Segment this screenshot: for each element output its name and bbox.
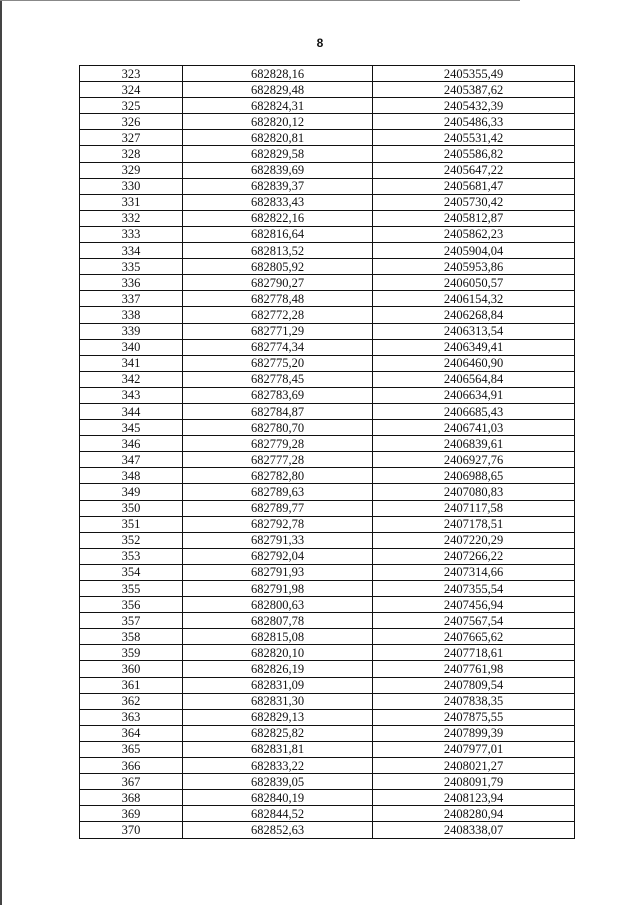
x-coordinate-cell: 682839,69 <box>183 162 373 178</box>
y-coordinate-cell: 2407080,83 <box>373 484 575 500</box>
table-row <box>80 420 575 436</box>
point-number-cell: 354 <box>80 564 183 580</box>
point-number-cell: 367 <box>80 774 183 790</box>
point-number-cell: 339 <box>80 323 183 339</box>
y-coordinate-cell: 2408123,94 <box>373 790 575 806</box>
x-coordinate-cell: 682771,29 <box>183 323 373 339</box>
x-coordinate-cell: 682813,52 <box>183 243 373 259</box>
y-coordinate-cell: 2408021,27 <box>373 758 575 774</box>
x-coordinate-cell: 682774,34 <box>183 339 373 355</box>
y-coordinate-cell: 2405730,42 <box>373 194 575 210</box>
y-coordinate-cell: 2405586,82 <box>373 146 575 162</box>
table-row <box>80 371 575 387</box>
point-number-cell: 351 <box>80 516 183 532</box>
x-coordinate-cell: 682824,31 <box>183 98 373 114</box>
point-number-cell: 340 <box>80 339 183 355</box>
y-coordinate-cell: 2406741,03 <box>373 420 575 436</box>
y-coordinate-cell: 2406927,76 <box>373 452 575 468</box>
table-row <box>80 82 575 98</box>
table-row <box>80 500 575 516</box>
point-number-cell: 323 <box>80 66 183 82</box>
coordinates-table-body <box>80 66 575 839</box>
table-row <box>80 822 575 838</box>
point-number-cell: 327 <box>80 130 183 146</box>
y-coordinate-cell: 2405432,39 <box>373 98 575 114</box>
y-coordinate-cell: 2406313,54 <box>373 323 575 339</box>
table-row <box>80 66 575 82</box>
table-row <box>80 629 575 645</box>
x-coordinate-cell: 682831,81 <box>183 741 373 757</box>
table-row <box>80 532 575 548</box>
y-coordinate-cell: 2405904,04 <box>373 243 575 259</box>
table-row <box>80 291 575 307</box>
point-number-cell: 331 <box>80 194 183 210</box>
point-number-cell: 365 <box>80 741 183 757</box>
x-coordinate-cell: 682815,08 <box>183 629 373 645</box>
x-coordinate-cell: 682820,81 <box>183 130 373 146</box>
y-coordinate-cell: 2405812,87 <box>373 210 575 226</box>
point-number-cell: 326 <box>80 114 183 130</box>
point-number-cell: 359 <box>80 645 183 661</box>
y-coordinate-cell: 2405486,33 <box>373 114 575 130</box>
point-number-cell: 341 <box>80 355 183 371</box>
point-number-cell: 338 <box>80 307 183 323</box>
y-coordinate-cell: 2405355,49 <box>373 66 575 82</box>
y-coordinate-cell: 2405862,23 <box>373 226 575 242</box>
table-row <box>80 677 575 693</box>
x-coordinate-cell: 682784,87 <box>183 403 373 419</box>
x-coordinate-cell: 682778,45 <box>183 371 373 387</box>
x-coordinate-cell: 682779,28 <box>183 436 373 452</box>
point-number-cell: 357 <box>80 613 183 629</box>
y-coordinate-cell: 2406349,41 <box>373 339 575 355</box>
x-coordinate-cell: 682829,13 <box>183 709 373 725</box>
point-number-cell: 356 <box>80 597 183 613</box>
y-coordinate-cell: 2405681,47 <box>373 178 575 194</box>
y-coordinate-cell: 2407665,62 <box>373 629 575 645</box>
x-coordinate-cell: 682829,48 <box>183 82 373 98</box>
point-number-cell: 344 <box>80 403 183 419</box>
point-number-cell: 324 <box>80 82 183 98</box>
x-coordinate-cell: 682844,52 <box>183 806 373 822</box>
table-row <box>80 741 575 757</box>
table-row <box>80 774 575 790</box>
y-coordinate-cell: 2406685,43 <box>373 403 575 419</box>
point-number-cell: 369 <box>80 806 183 822</box>
x-coordinate-cell: 682790,27 <box>183 275 373 291</box>
y-coordinate-cell: 2406839,61 <box>373 436 575 452</box>
x-coordinate-cell: 682831,30 <box>183 693 373 709</box>
point-number-cell: 337 <box>80 291 183 307</box>
table-row <box>80 806 575 822</box>
table-row <box>80 597 575 613</box>
table-row <box>80 725 575 741</box>
table-row <box>80 178 575 194</box>
point-number-cell: 343 <box>80 387 183 403</box>
table-row <box>80 564 575 580</box>
y-coordinate-cell: 2407875,55 <box>373 709 575 725</box>
table-row <box>80 661 575 677</box>
x-coordinate-cell: 682789,77 <box>183 500 373 516</box>
page-number: 8 <box>316 36 324 50</box>
y-coordinate-cell: 2407977,01 <box>373 741 575 757</box>
point-number-cell: 368 <box>80 790 183 806</box>
x-coordinate-cell: 682782,80 <box>183 468 373 484</box>
x-coordinate-cell: 682800,63 <box>183 597 373 613</box>
x-coordinate-cell: 682825,82 <box>183 725 373 741</box>
table-row <box>80 790 575 806</box>
table-row <box>80 452 575 468</box>
table-row <box>80 355 575 371</box>
y-coordinate-cell: 2407899,39 <box>373 725 575 741</box>
point-number-cell: 366 <box>80 758 183 774</box>
y-coordinate-cell: 2406634,91 <box>373 387 575 403</box>
point-number-cell: 370 <box>80 822 183 838</box>
y-coordinate-cell: 2408338,07 <box>373 822 575 838</box>
y-coordinate-cell: 2406988,65 <box>373 468 575 484</box>
table-row <box>80 210 575 226</box>
table-row <box>80 114 575 130</box>
y-coordinate-cell: 2408091,79 <box>373 774 575 790</box>
x-coordinate-cell: 682792,78 <box>183 516 373 532</box>
x-coordinate-cell: 682777,28 <box>183 452 373 468</box>
x-coordinate-cell: 682805,92 <box>183 259 373 275</box>
y-coordinate-cell: 2407220,29 <box>373 532 575 548</box>
x-coordinate-cell: 682826,19 <box>183 661 373 677</box>
x-coordinate-cell: 682820,12 <box>183 114 373 130</box>
x-coordinate-cell: 682775,20 <box>183 355 373 371</box>
y-coordinate-cell: 2407355,54 <box>373 581 575 597</box>
point-number-cell: 361 <box>80 677 183 693</box>
point-number-cell: 336 <box>80 275 183 291</box>
y-coordinate-cell: 2407567,54 <box>373 613 575 629</box>
x-coordinate-cell: 682791,93 <box>183 564 373 580</box>
table-row <box>80 146 575 162</box>
point-number-cell: 355 <box>80 581 183 597</box>
y-coordinate-cell: 2406564,84 <box>373 371 575 387</box>
x-coordinate-cell: 682791,98 <box>183 581 373 597</box>
x-coordinate-cell: 682778,48 <box>183 291 373 307</box>
table-row <box>80 226 575 242</box>
x-coordinate-cell: 682839,37 <box>183 178 373 194</box>
point-number-cell: 349 <box>80 484 183 500</box>
table-row <box>80 709 575 725</box>
x-coordinate-cell: 682820,10 <box>183 645 373 661</box>
table-row <box>80 581 575 597</box>
point-number-cell: 353 <box>80 548 183 564</box>
point-number-cell: 328 <box>80 146 183 162</box>
table-row <box>80 436 575 452</box>
table-row <box>80 243 575 259</box>
x-coordinate-cell: 682839,05 <box>183 774 373 790</box>
point-number-cell: 352 <box>80 532 183 548</box>
x-coordinate-cell: 682833,22 <box>183 758 373 774</box>
table-row <box>80 758 575 774</box>
y-coordinate-cell: 2407314,66 <box>373 564 575 580</box>
x-coordinate-cell: 682840,19 <box>183 790 373 806</box>
table-row <box>80 484 575 500</box>
y-coordinate-cell: 2405953,86 <box>373 259 575 275</box>
point-number-cell: 362 <box>80 693 183 709</box>
scan-edge-left <box>0 0 2 905</box>
y-coordinate-cell: 2405387,62 <box>373 82 575 98</box>
point-number-cell: 345 <box>80 420 183 436</box>
table-row <box>80 130 575 146</box>
y-coordinate-cell: 2407838,35 <box>373 693 575 709</box>
table-row <box>80 275 575 291</box>
point-number-cell: 333 <box>80 226 183 242</box>
x-coordinate-cell: 682780,70 <box>183 420 373 436</box>
point-number-cell: 342 <box>80 371 183 387</box>
y-coordinate-cell: 2405647,22 <box>373 162 575 178</box>
table-row <box>80 339 575 355</box>
x-coordinate-cell: 682783,69 <box>183 387 373 403</box>
x-coordinate-cell: 682807,78 <box>183 613 373 629</box>
point-number-cell: 330 <box>80 178 183 194</box>
x-coordinate-cell: 682833,43 <box>183 194 373 210</box>
table-row <box>80 403 575 419</box>
point-number-cell: 363 <box>80 709 183 725</box>
coordinates-table <box>79 65 575 839</box>
point-number-cell: 348 <box>80 468 183 484</box>
table-row <box>80 645 575 661</box>
x-coordinate-cell: 682831,09 <box>183 677 373 693</box>
point-number-cell: 325 <box>80 98 183 114</box>
point-number-cell: 350 <box>80 500 183 516</box>
x-coordinate-cell: 682816,64 <box>183 226 373 242</box>
table-row <box>80 468 575 484</box>
x-coordinate-cell: 682852,63 <box>183 822 373 838</box>
table-row <box>80 548 575 564</box>
table-row <box>80 516 575 532</box>
scan-edge-top <box>0 0 520 1</box>
point-number-cell: 358 <box>80 629 183 645</box>
y-coordinate-cell: 2407761,98 <box>373 661 575 677</box>
y-coordinate-cell: 2407266,22 <box>373 548 575 564</box>
y-coordinate-cell: 2407718,61 <box>373 645 575 661</box>
y-coordinate-cell: 2406268,84 <box>373 307 575 323</box>
table-row <box>80 323 575 339</box>
y-coordinate-cell: 2406460,90 <box>373 355 575 371</box>
point-number-cell: 360 <box>80 661 183 677</box>
y-coordinate-cell: 2406154,32 <box>373 291 575 307</box>
y-coordinate-cell: 2405531,42 <box>373 130 575 146</box>
table-row <box>80 162 575 178</box>
table-row <box>80 613 575 629</box>
point-number-cell: 334 <box>80 243 183 259</box>
table-row <box>80 307 575 323</box>
y-coordinate-cell: 2407178,51 <box>373 516 575 532</box>
point-number-cell: 364 <box>80 725 183 741</box>
y-coordinate-cell: 2407809,54 <box>373 677 575 693</box>
x-coordinate-cell: 682791,33 <box>183 532 373 548</box>
point-number-cell: 332 <box>80 210 183 226</box>
table-row <box>80 98 575 114</box>
y-coordinate-cell: 2407456,94 <box>373 597 575 613</box>
y-coordinate-cell: 2408280,94 <box>373 806 575 822</box>
x-coordinate-cell: 682772,28 <box>183 307 373 323</box>
x-coordinate-cell: 682828,16 <box>183 66 373 82</box>
x-coordinate-cell: 682829,58 <box>183 146 373 162</box>
table-row <box>80 693 575 709</box>
table-row <box>80 259 575 275</box>
x-coordinate-cell: 682822,16 <box>183 210 373 226</box>
x-coordinate-cell: 682789,63 <box>183 484 373 500</box>
point-number-cell: 347 <box>80 452 183 468</box>
table-row <box>80 194 575 210</box>
y-coordinate-cell: 2407117,58 <box>373 500 575 516</box>
point-number-cell: 329 <box>80 162 183 178</box>
table-row <box>80 387 575 403</box>
x-coordinate-cell: 682792,04 <box>183 548 373 564</box>
point-number-cell: 335 <box>80 259 183 275</box>
y-coordinate-cell: 2406050,57 <box>373 275 575 291</box>
point-number-cell: 346 <box>80 436 183 452</box>
